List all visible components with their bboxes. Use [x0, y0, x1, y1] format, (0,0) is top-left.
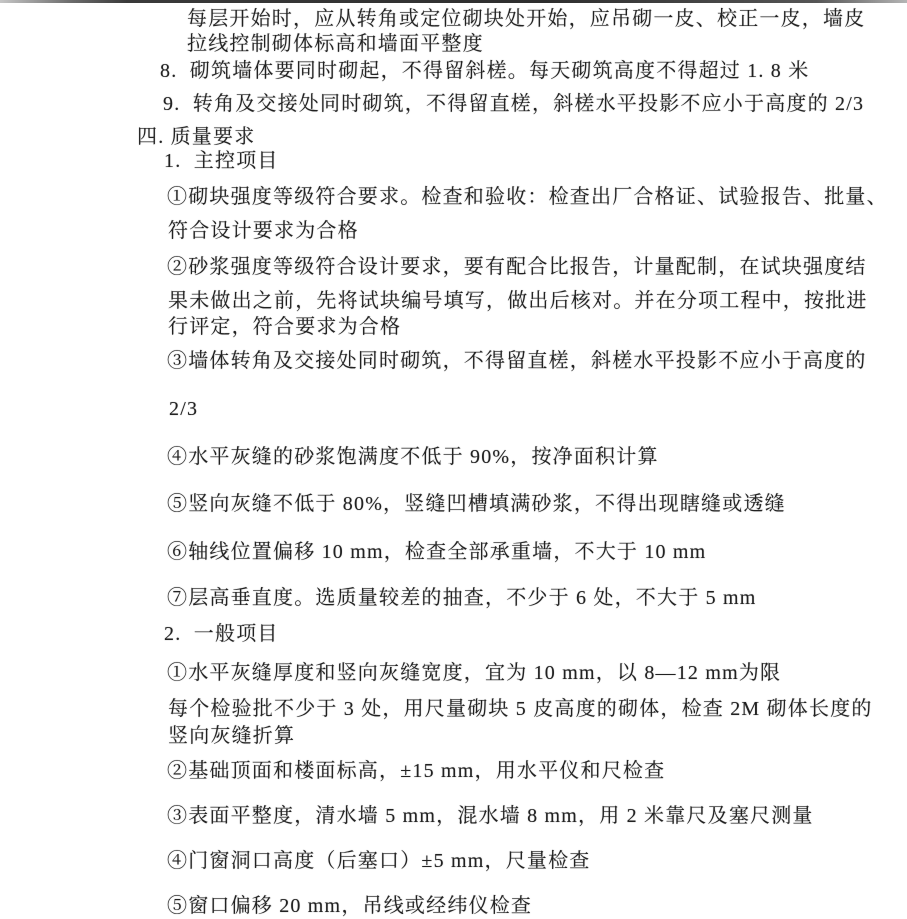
item-circle5: ⑤竖向灰缝不低于 80%，竖缝凹槽填满砂浆，不得出现瞎缝或透缝: [167, 493, 786, 515]
general-item-circle4: ④门窗洞口高度（后塞口）±5 mm，尺量检查: [167, 850, 591, 872]
item-circle2-line2: 果未做出之前，先将试块编号填写，做出后核对。并在分项工程中，按批进: [168, 290, 868, 312]
subsection-2-heading: 2. 一般项目: [164, 623, 279, 645]
general-item-circle5: ⑤窗口偏移 20 mm，吊线或经纬仪检查: [167, 895, 533, 917]
general-item-circle1-line3: 竖向灰缝折算: [168, 725, 296, 747]
item-circle3-line1: ③墙体转角及交接处同时砌筑，不得留直槎，斜槎水平投影不应小于高度的: [167, 350, 867, 372]
para-item7-continuation-line2: 拉线控制砌体标高和墙面平整度: [187, 33, 484, 55]
general-item-circle2: ②基础顶面和楼面标高，±15 mm，用水平仪和尺检查: [167, 760, 666, 782]
list-item-9: 9. 转角及交接处同时砌筑，不得留直槎，斜槎水平投影不应小于高度的 2/3: [163, 93, 865, 115]
item-circle2-line1: ②砂浆强度等级符合设计要求，要有配合比报告，计量配制，在试块强度结: [167, 256, 867, 278]
item-circle1-line1: ①砌块强度等级符合要求。检查和验收：检查出厂合格证、试验报告、批量、: [167, 186, 888, 208]
general-item-circle1-line1: ①水平灰缝厚度和竖向灰缝宽度，宜为 10 mm，以 8—12 mm为限: [167, 662, 782, 684]
para-item7-continuation-line1: 每层开始时，应从转角或定位砌块处开始，应吊砌一皮、校正一皮，墙皮: [187, 8, 866, 30]
item-circle7: ⑦层高垂直度。选质量较差的抽查，不少于 6 处，不大于 5 mm: [167, 587, 757, 609]
subsection-1-heading: 1. 主控项目: [164, 150, 279, 172]
item-circle2-line3: 行评定，符合要求为合格: [168, 316, 402, 338]
list-item-8: 8. 砌筑墙体要同时砌起，不得留斜槎。每天砌筑高度不得超过 1. 8 米: [160, 60, 810, 82]
item-circle1-line2: 符合设计要求为合格: [168, 220, 359, 242]
general-item-circle1-line2: 每个检验批不少于 3 处，用尺量砌块 5 皮高度的砌体，检查 2M 砌体长度的: [168, 698, 873, 720]
general-item-circle3: ③表面平整度，清水墙 5 mm，混水墙 8 mm，用 2 米靠尺及塞尺测量: [167, 805, 814, 827]
section-heading-4: 四. 质量要求: [137, 126, 256, 148]
item-circle6: ⑥轴线位置偏移 10 mm，检查全部承重墙，不大于 10 mm: [167, 541, 707, 563]
item-circle4: ④水平灰缝的砂浆饱满度不低于 90%，按净面积计算: [167, 446, 659, 468]
item-circle3-line2: 2/3: [169, 398, 199, 420]
